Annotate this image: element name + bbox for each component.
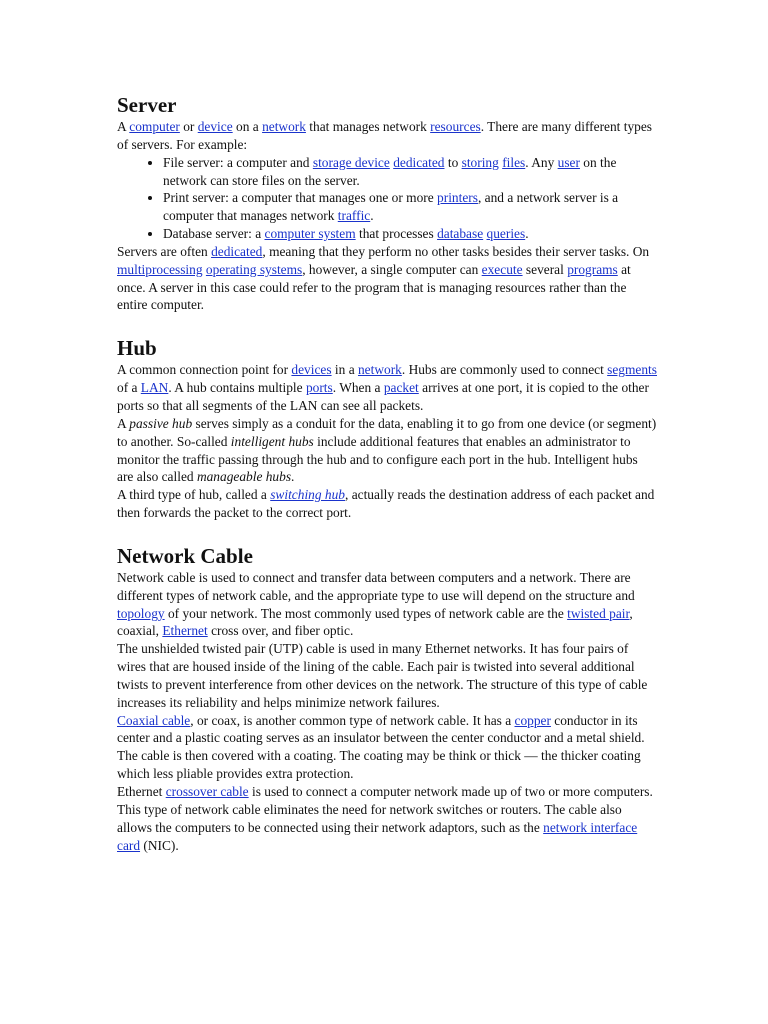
manageable-hubs-term: manageable hubs [196, 469, 292, 485]
computer-system-link[interactable]: computer system [264, 226, 356, 242]
cable-intro-paragraph: Network cable is used to connect and transfer data between computers and a network. There are different types of network cable, and the appropriate type to use will depend on the structure and topology of your network. The most commonly used types of network cable are the twisted pair, coaxial, Ethernet cross over, and fiber optic. [117, 569, 635, 639]
document-page [117, 92, 657, 854]
printers-link[interactable]: printers [437, 190, 478, 206]
copper-link[interactable]: copper [514, 712, 551, 728]
user-link[interactable]: user [557, 154, 580, 170]
device-link[interactable]: device [197, 119, 233, 134]
intelligent-hubs-term: intelligent hubs [230, 433, 314, 449]
server-dedicated-paragraph: Servers are often dedicated, meaning that they perform no other tasks besides their server tasks. On multiprocessing operating systems, however, a single computer can execute several programs at once. A server in this case could refer to the program that is managing resources rather than the entire computer. [117, 243, 650, 313]
crossover-cable-link[interactable]: crossover cable [165, 784, 249, 799]
segments-link[interactable]: segments [607, 362, 657, 378]
passive-hub-term: passive hub [129, 415, 193, 431]
execute-link[interactable]: execute [481, 261, 523, 277]
network-link[interactable]: network [357, 362, 402, 378]
computer-link[interactable]: computer [129, 119, 180, 134]
twisted-pair-link[interactable]: twisted pair [567, 605, 630, 621]
resources-link[interactable]: resources [430, 119, 481, 134]
network-cable-section [117, 543, 657, 855]
files-link[interactable]: files [502, 154, 526, 170]
traffic-link[interactable]: traffic [337, 208, 371, 224]
topology-link[interactable]: topology [117, 605, 165, 621]
hub-passive-paragraph: A passive hub serves simply as a conduit for the data, enabling it to go from one device (or segment) to another. So-called intelligent hubs include additional features that enables an administrator to monitor the traffic passing through the hub and to configure each port in the hub. Intelligent hubs are also called manageable hubs. [117, 415, 657, 485]
server-heading: Server [117, 93, 177, 117]
multiprocessing-link[interactable]: multiprocessing [117, 261, 203, 277]
server-types-list [117, 154, 657, 243]
storing-link[interactable]: storing [461, 154, 499, 170]
network-interface-card-link[interactable]: network interface card [117, 819, 638, 853]
dedicated-link[interactable]: dedicated [393, 154, 445, 170]
operating-systems-link[interactable]: operating systems [205, 261, 303, 277]
queries-link[interactable]: queries [486, 226, 526, 242]
dedicated-link[interactable]: dedicated [211, 243, 263, 259]
hub-intro-paragraph: A common connection point for devices in a network. Hubs are commonly used to connect segments of a LAN. A hub contains multiple ports. When a packet arrives at one port, it is copied to the other ports so that all segments of the LAN can see all packets. [117, 362, 657, 413]
programs-link[interactable]: programs [567, 261, 618, 277]
network-cable-heading: Network Cable [117, 543, 253, 568]
hub-section [117, 335, 657, 522]
storage-device-link[interactable]: storage device [312, 154, 390, 170]
packet-link[interactable]: packet [383, 380, 419, 396]
server-section [117, 92, 657, 314]
database-link[interactable]: database [437, 226, 484, 242]
devices-link[interactable]: devices [291, 362, 332, 378]
network-link[interactable]: network [262, 119, 306, 134]
server-intro-paragraph: A computer or device on a network that manages network resources. There are many different types of servers. For example: [117, 119, 652, 152]
cable-utp-paragraph: The unshielded twisted pair (UTP) cable is used in many Ethernet networks. It has four pairs of wires that are housed inside of the lining of the cable. Each pair is twisted into several additional twists to prevent interference from other devices on the network. The structure of this type of cable increases its reliability and helps minimize network failures. [117, 641, 648, 710]
ethernet-link[interactable]: Ethernet [162, 623, 208, 639]
switching-hub-link[interactable]: switching hub [270, 487, 345, 503]
list-item: • Print server: a computer that manages one or more printers, and a network server is a computer that manages network traffic. [163, 189, 657, 225]
hub-switching-paragraph: A third type of hub, called a switching hub, actually reads the destination address of each packet and then forwards the packet to the correct port. [117, 487, 655, 521]
ports-link[interactable]: ports [305, 380, 333, 396]
cable-crossover-paragraph: Ethernet crossover cable is used to connect a computer network made up of two or more computers. This type of network cable eliminates the need for network switches or routers. The cable also allows the computers to be connected using their network adaptors, such as the network interface card (NIC). [117, 784, 653, 853]
coaxial-cable-link[interactable]: Coaxial cable [117, 712, 191, 728]
list-item: • File server: a computer and storage device dedicated to storing files. Any user on the network can store files on the server. [163, 154, 657, 190]
list-item: • Database server: a computer system that processes database queries. [163, 225, 657, 243]
hub-heading: Hub [117, 336, 157, 361]
lan-link[interactable]: LAN [140, 380, 169, 396]
cable-coax-paragraph: Coaxial cable, or coax, is another common type of network cable. It has a copper conductor in its center and a plastic coating serves as an insulator between the center conductor and a metal shield. The cable is then covered with a coating. The coating may be think or thick — the thicker coating which less pliable provides extra protection. [117, 712, 645, 782]
